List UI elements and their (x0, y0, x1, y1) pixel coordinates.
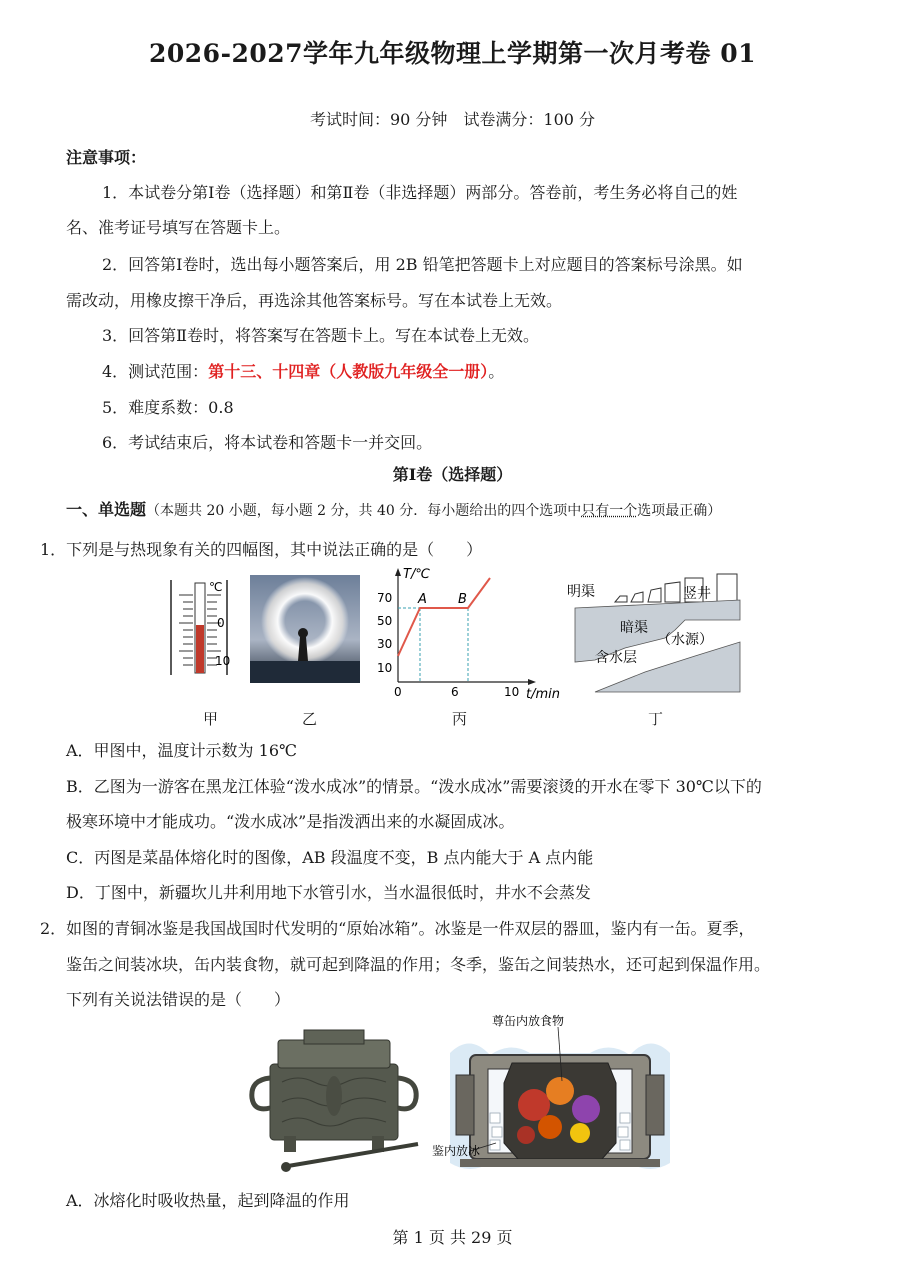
question-type-label: 一、单选题 (66, 500, 147, 519)
graph-point-b: B (458, 592, 467, 607)
icebox-cutaway (430, 1013, 680, 1178)
notice-item-6: 6．考试结束后，将本试卷和答题卡一并交回。 (102, 433, 433, 452)
question-type-desc: （本题共 20 小题，每小题 2 分，共 40 分．每小题给出的四个选项中 (146, 503, 582, 519)
q1-option-d: D．丁图中，新疆坎儿井利用地下水管引水，当水温很低时，井水不会蒸发 (66, 883, 591, 902)
notice-item-1a: 1．本试卷分第Ⅰ卷（选择题）和第Ⅱ卷（非选择题）两部分。答卷前，考生务必将自己的姓 (102, 183, 738, 202)
splash-photo (250, 575, 360, 683)
graph-point-a: A (418, 592, 427, 607)
notice-item-5: 5．难度系数：0.8 (102, 398, 234, 417)
karez-diagram (565, 570, 750, 695)
notice-item-2a: 2．回答第Ⅰ卷时，选出每小题答案后，用 2B 铅笔把答题卡上对应题目的答案标号涂黑。如 (102, 255, 743, 274)
graph-ytick-70: 70 (377, 591, 393, 605)
notice-heading: 注意事项： (66, 148, 147, 167)
page-title: 2026-2027学年九年级物理上学期第一次月考卷 01 (148, 39, 757, 68)
karez-label-shujing: 竖井 (683, 586, 711, 602)
melting-graph (372, 562, 572, 702)
q1-option-c: C．丙图是菜晶体熔化时的图像，AB 段温度不变，B 点内能大于 A 点内能 (66, 848, 594, 867)
graph-xtick-0: 0 (394, 685, 402, 699)
icebox-label-food: 尊缶内放食物 (492, 1014, 565, 1028)
graph-ytick-30: 30 (377, 637, 393, 651)
karez-label-anqu: 暗渠 (620, 620, 648, 636)
thermometer-figure (165, 575, 245, 685)
graph-ytick-50: 50 (377, 614, 393, 628)
graph-xlabel: t/min (526, 687, 560, 702)
graph-xtick-6: 6 (451, 685, 459, 699)
fig-label-yi: 乙 (302, 710, 318, 728)
fig-label-jia: 甲 (203, 710, 219, 728)
q2-stem-line2: 鉴缶之间装冰块，缶内装食物，就可起到降温的作用；冬季，鉴缶之间装热水，还可起到保温作用。 (66, 955, 771, 974)
fig-label-bing: 丙 (452, 710, 468, 728)
q2-option-a: A．冰熔化时吸收热量，起到降温的作用 (66, 1191, 350, 1210)
notice-item-2b: 需改动，用橡皮擦干净后，再选涂其他答案标号。写在本试卷上无效。 (66, 291, 563, 310)
notice-item-4 (102, 359, 504, 382)
question-type (66, 497, 721, 520)
karez-label-mingqu: 明渠 (567, 584, 595, 600)
icebox-label-ice: 鉴内放冰 (432, 1144, 481, 1158)
question-type-desc-end: 选项最正确） (637, 503, 722, 519)
notice-item-3: 3．回答第Ⅱ卷时，将答案写在答题卡上。写在本试卷上无效。 (102, 326, 540, 345)
q1-option-b-line2: 极寒环境中才能成功。“泼水成冰”是指泼洒出来的水凝固成冰。 (66, 812, 515, 831)
graph-xtick-10: 10 (504, 685, 520, 699)
fig-label-ding: 丁 (648, 710, 664, 728)
question-type-emph: 只有一个 (581, 503, 638, 519)
q2-stem-line1: 2．如图的青铜冰鉴是我国战国时代发明的“原始冰箱”。冰鉴是一件双层的器皿，鉴内有一缶。夏季， (40, 919, 755, 938)
q2-stem-line3: 下列有关说法错误的是（ ） (66, 990, 291, 1009)
q1-option-b-line1: B．乙图为一游客在黑龙江体验“泼水成冰”的情景。“泼水成冰”需要滚烫的开水在零下 30℃以下的 (66, 777, 762, 796)
notice-item-4-prefix: 4．测试范围： (102, 362, 209, 381)
q1-option-a: A．甲图中，温度计示数为 16℃ (66, 741, 297, 760)
graph-ylabel: T/℃ (403, 567, 430, 582)
notice-item-1b: 名、准考证号填写在答题卡上。 (66, 218, 291, 237)
thermometer-tick-10: 10 (215, 654, 231, 668)
karez-label-hanshuiceng: 含水层 (595, 650, 637, 666)
exam-info: 考试时间：90 分钟 试卷满分：100 分 (309, 110, 596, 129)
section-title: 第Ⅰ卷（选择题） (392, 465, 513, 484)
q1-stem: 1．下列是与热现象有关的四幅图，其中说法正确的是（ ） (40, 540, 483, 559)
karez-label-shuiyuan: （水源） (657, 632, 713, 648)
bronze-icebox-photo (238, 1028, 424, 1176)
thermometer-unit: ℃ (209, 580, 223, 594)
thermometer-tick-0: 0 (217, 616, 225, 630)
page-footer: 第 1 页 共 29 页 (392, 1228, 513, 1247)
graph-ytick-10: 10 (377, 661, 393, 675)
notice-item-4-suffix: 。 (488, 362, 505, 381)
test-range: 第十三、十四章（人教版九年级全一册） (208, 362, 489, 381)
